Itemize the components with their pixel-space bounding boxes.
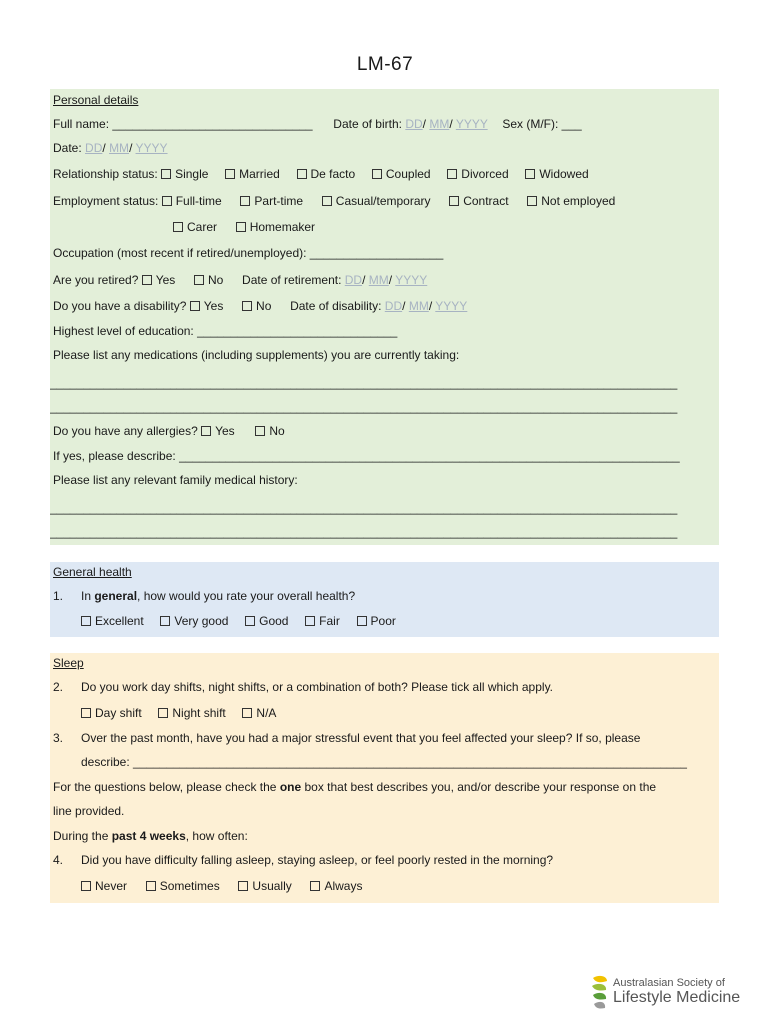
form-title: LM-67 [356, 54, 414, 75]
employment-row-2 [173, 219, 315, 235]
question-text-bold: general [94, 589, 138, 603]
retirement-slash-1: / [362, 273, 366, 287]
date-year-field[interactable]: YYYY [135, 141, 168, 155]
shift-option-na[interactable] [242, 705, 276, 721]
checkbox[interactable] [81, 708, 91, 718]
checkbox[interactable] [242, 708, 252, 718]
question-text: Do you work day shifts, night shifts, or a combination of both? Please tick all which apply. [81, 680, 554, 694]
occupation-label: Occupation (most recent if retired/unemployed): [53, 246, 307, 260]
option-label: Divorced [461, 167, 509, 181]
full-name-field[interactable]: ______________________________ [112, 117, 313, 131]
frequency-option-never[interactable] [81, 878, 127, 894]
option-label: Good [259, 614, 289, 628]
medications-field-1[interactable]: ______________________________________________________________________________________________ [50, 376, 678, 390]
question-text-post: , how would you rate your overall health? [137, 589, 356, 603]
option-label: Yes [155, 273, 176, 287]
question-number: 4. [53, 853, 64, 867]
disability-day-field[interactable]: DD [384, 299, 403, 313]
occupation-row [53, 245, 443, 261]
employment-label: Employment status: [53, 194, 159, 208]
disability-month-field[interactable]: MM [408, 299, 429, 313]
sleep-heading: Sleep [53, 656, 84, 670]
option-label: Yes [215, 424, 235, 438]
retired-label: Are you retired? [53, 273, 139, 287]
retirement-date-label: Date of retirement: [242, 273, 342, 287]
question-3-describe-row [81, 754, 716, 770]
occupation-field[interactable]: ____________________ [309, 246, 444, 260]
frequency-option-sometimes[interactable] [146, 878, 220, 894]
date-slash-2: / [129, 141, 133, 155]
relationship-row [53, 166, 589, 182]
health-option-excellent[interactable] [81, 613, 144, 629]
instructions-line-1 [53, 779, 656, 795]
option-label: Carer [187, 220, 218, 234]
checkbox[interactable] [525, 169, 535, 179]
allergies-label: Do you have any allergies? [53, 424, 198, 438]
question-2 [53, 679, 553, 695]
question-4-options [81, 878, 362, 894]
option-label: Part-time [254, 194, 304, 208]
during-weeks-line [53, 828, 248, 844]
checkbox[interactable] [160, 616, 170, 626]
personal-details-heading: Personal details [53, 93, 139, 107]
during-bold: past 4 weeks [111, 829, 186, 843]
option-label: Day shift [95, 706, 142, 720]
instructions-pre: For the questions below, please check the [53, 780, 280, 794]
option-label: Casual/temporary [335, 194, 431, 208]
option-label: Widowed [539, 167, 589, 181]
option-label: No [256, 299, 272, 313]
question-text: Over the past month, have you had a major stressful event that you feel affected your sleep? If so, please [81, 731, 641, 745]
dob-year-field[interactable]: YYYY [455, 117, 488, 131]
shift-option-day[interactable] [81, 705, 142, 721]
option-label: Single [175, 167, 209, 181]
health-option-poor[interactable] [357, 613, 396, 629]
checkbox[interactable] [357, 616, 367, 626]
checkbox[interactable] [142, 275, 152, 285]
option-label: Coupled [385, 167, 431, 181]
disability-yes-option[interactable] [190, 298, 224, 314]
date-day-field[interactable]: DD [85, 141, 103, 155]
option-label: Never [95, 879, 128, 893]
checkbox[interactable] [372, 169, 382, 179]
frequency-option-always[interactable] [310, 878, 362, 894]
disability-date-label: Date of disability: [290, 299, 382, 313]
sex-field[interactable]: ___ [561, 117, 582, 131]
option-label: De facto [310, 167, 356, 181]
checkbox[interactable] [449, 196, 459, 206]
option-label: Usually [252, 879, 292, 893]
checkbox[interactable] [322, 196, 332, 206]
during-post: , how often: [185, 829, 248, 843]
leaf-logo-icon [590, 974, 610, 1012]
sex-label: Sex (M/F): [502, 117, 559, 131]
checkbox[interactable] [242, 301, 252, 311]
instructions-bold: one [279, 780, 302, 794]
checkbox[interactable] [158, 708, 168, 718]
question-number: 2. [53, 680, 64, 694]
option-label: Contract [463, 194, 509, 208]
checkbox[interactable] [146, 881, 156, 891]
question-2-options [81, 705, 276, 721]
disability-row [53, 298, 467, 314]
instructions-line-2: line provided. [53, 804, 125, 818]
stressful-event-field[interactable]: ___________________________________________________________________________________ [133, 755, 687, 769]
checkbox[interactable] [194, 275, 204, 285]
checkbox[interactable] [240, 196, 250, 206]
option-label: Always [324, 879, 363, 893]
option-label: Married [239, 167, 280, 181]
employment-option-contract[interactable] [449, 193, 508, 209]
allergies-describe-field[interactable]: ___________________________________________________________________________ [179, 449, 680, 463]
retired-no-option[interactable] [194, 272, 223, 288]
ascm-logo [590, 974, 765, 1014]
date-month-field[interactable]: MM [109, 141, 130, 155]
employment-option-casual[interactable] [322, 193, 431, 209]
employment-option-homemaker[interactable] [236, 219, 315, 235]
date-row [53, 140, 168, 156]
checkbox[interactable] [310, 881, 320, 891]
option-label: Very good [174, 614, 229, 628]
relationship-option-widowed[interactable] [525, 166, 588, 182]
checkbox[interactable] [305, 616, 315, 626]
retirement-slash-2: / [388, 273, 393, 287]
education-label: Highest level of education: [53, 324, 194, 338]
instructions-post: box that best describes you, and/or describe your response on the [301, 780, 657, 794]
checkbox[interactable] [161, 169, 171, 179]
option-label: No [208, 273, 224, 287]
checkbox[interactable] [255, 426, 265, 436]
family-history-field-2[interactable]: ______________________________________________________________________________________________ [50, 525, 678, 539]
during-pre: During the [53, 829, 112, 843]
option-label: Homemaker [249, 220, 316, 234]
relationship-option-de-facto[interactable] [297, 166, 356, 182]
checkbox[interactable] [225, 169, 235, 179]
dob-slash-2: / [449, 117, 453, 131]
describe-label: describe: [81, 755, 130, 769]
disability-label: Do you have a disability? [53, 299, 187, 313]
date-label: Date: [53, 141, 82, 155]
question-3 [53, 730, 640, 746]
option-label: Night shift [172, 706, 226, 720]
option-label: Yes [203, 299, 224, 313]
medications-label: Please list any medications (including supplements) you are currently taking: [53, 348, 460, 362]
checkbox[interactable] [201, 426, 211, 436]
option-label: Excellent [95, 614, 144, 628]
option-label: Full-time [175, 194, 222, 208]
option-label: Sometimes [159, 879, 220, 893]
relationship-option-divorced[interactable] [447, 166, 508, 182]
health-option-very-good[interactable] [160, 613, 228, 629]
checkbox[interactable] [190, 301, 200, 311]
option-label: Fair [319, 614, 340, 628]
question-1 [53, 588, 355, 604]
full-name-label: Full name: [53, 117, 110, 131]
checkbox[interactable] [297, 169, 307, 179]
disability-slash-1: / [402, 299, 406, 313]
employment-option-full-time[interactable] [162, 193, 222, 209]
retired-row [53, 272, 427, 288]
checkbox[interactable] [236, 222, 246, 232]
checkbox[interactable] [162, 196, 172, 206]
retired-yes-option[interactable] [142, 272, 176, 288]
general-health-heading: General health [53, 565, 132, 579]
option-label: Poor [370, 614, 396, 628]
question-text-pre: In [81, 589, 95, 603]
sleep-section [50, 653, 719, 903]
dob-label: Date of birth: [333, 117, 402, 131]
dob-day-field[interactable]: DD [405, 117, 423, 131]
shift-option-night[interactable] [158, 705, 225, 721]
dob-slash-1: / [422, 117, 427, 131]
question-1-options [81, 613, 396, 629]
employment-option-not-employed[interactable] [527, 193, 615, 209]
question-number: 1. [53, 589, 64, 603]
employment-option-carer[interactable] [173, 219, 217, 235]
allergies-yes-option[interactable] [201, 423, 235, 439]
option-label: Not employed [541, 194, 616, 208]
medications-field-2[interactable]: ______________________________________________________________________________________________ [50, 400, 678, 414]
disability-year-field[interactable]: YYYY [435, 299, 468, 313]
dob-month-field[interactable]: MM [429, 117, 450, 131]
employment-row-1 [53, 193, 615, 209]
checkbox[interactable] [81, 881, 91, 891]
personal-details-section [50, 89, 719, 545]
checkbox[interactable] [527, 196, 537, 206]
family-history-label: Please list any relevant family medical history: [53, 473, 298, 487]
employment-option-part-time[interactable] [240, 193, 303, 209]
retirement-month-field[interactable]: MM [368, 273, 389, 287]
health-option-fair[interactable] [305, 613, 340, 629]
disability-slash-2: / [428, 299, 433, 313]
allergies-no-option[interactable] [255, 423, 284, 439]
family-history-field-1[interactable]: ______________________________________________________________________________________________ [50, 501, 678, 515]
relationship-option-coupled[interactable] [372, 166, 431, 182]
health-option-good[interactable] [245, 613, 288, 629]
education-row [53, 323, 397, 339]
retirement-day-field[interactable]: DD [344, 273, 363, 287]
retirement-year-field[interactable]: YYYY [395, 273, 428, 287]
allergies-row [53, 423, 285, 439]
checkbox[interactable] [245, 616, 255, 626]
checkbox[interactable] [173, 222, 183, 232]
relationship-option-married[interactable] [225, 166, 280, 182]
checkbox[interactable] [447, 169, 457, 179]
question-4 [53, 852, 553, 868]
checkbox[interactable] [238, 881, 248, 891]
date-slash-1: / [102, 141, 106, 155]
option-label: No [269, 424, 285, 438]
relationship-label: Relationship status: [53, 167, 158, 181]
checkbox[interactable] [81, 616, 91, 626]
name-dob-row [53, 116, 582, 132]
option-label: N/A [256, 706, 277, 720]
question-text: Did you have difficulty falling asleep, staying asleep, or feel poorly rested in the morning? [81, 853, 554, 867]
general-health-section [50, 562, 719, 637]
disability-no-option[interactable] [242, 298, 271, 314]
question-number: 3. [53, 731, 64, 745]
education-field[interactable]: ______________________________ [197, 324, 398, 338]
allergies-describe-row [53, 448, 715, 464]
allergies-describe-label: If yes, please describe: [53, 449, 176, 463]
relationship-option-single[interactable] [161, 166, 208, 182]
frequency-option-usually[interactable] [238, 878, 291, 894]
logo-line-1: Australasian Society of [613, 977, 725, 989]
logo-line-2: Lifestyle Medicine [613, 989, 741, 1006]
